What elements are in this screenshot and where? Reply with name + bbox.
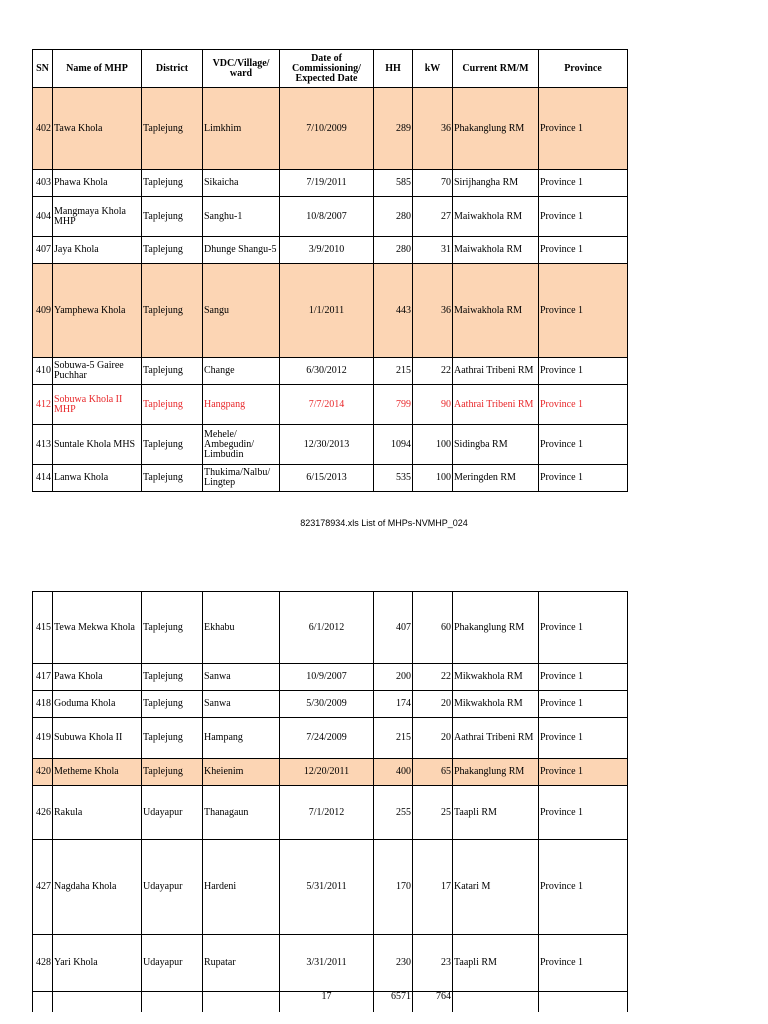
cell-name: Metheme Khola [53,759,142,786]
cell-rm: Aathrai Tribeni RM [453,358,539,385]
cell-vdc [203,992,280,1012]
cell-district: Taplejung [142,718,203,759]
cell-district: Taplejung [142,264,203,358]
cell-date: 3/9/2010 [280,237,374,264]
cell-kw: 25 [413,786,453,840]
cell-vdc: Sangu [203,264,280,358]
table-row [33,88,628,170]
cell-district: Udayapur [142,786,203,840]
cell-rm: Phakanglung RM [453,759,539,786]
cell-sn: 418 [33,691,53,718]
header-row [33,50,628,88]
total-kw: 764 [413,992,453,1012]
cell-name: Suntale Khola MHS [53,425,142,465]
cell-name: Tewa Mekwa Khola [53,592,142,664]
cell-date: 6/30/2012 [280,358,374,385]
cell-sn: 409 [33,264,53,358]
cell-name [53,992,142,1012]
cell-province: Province 1 [539,264,628,358]
table-row [33,935,628,992]
cell-date: 12/30/2013 [280,425,374,465]
cell-kw: 60 [413,592,453,664]
cell-province: Province 1 [539,592,628,664]
table-row [33,385,628,425]
cell-vdc: Sanwa [203,664,280,691]
cell-name: Yari Khola [53,935,142,992]
cell-district: Taplejung [142,465,203,492]
mhp-table-top [32,49,628,492]
cell-province [539,992,628,1012]
cell-hh: 443 [374,264,413,358]
cell-rm: Phakanglung RM [453,592,539,664]
cell-kw: 20 [413,718,453,759]
cell-sn: 415 [33,592,53,664]
header-rm: Current RM/M [453,50,539,88]
cell-kw: 36 [413,88,453,170]
cell-name: Yamphewa Khola [53,264,142,358]
cell-province: Province 1 [539,385,628,425]
cell-vdc: Thukima/Nalbu/ Lingtep [203,465,280,492]
cell-sn: 403 [33,170,53,197]
cell-kw: 65 [413,759,453,786]
cell-vdc: Rupatar [203,935,280,992]
cell-date: 7/7/2014 [280,385,374,425]
cell-vdc: Limkhim [203,88,280,170]
cell-date: 3/31/2011 [280,935,374,992]
cell-kw: 23 [413,935,453,992]
cell-vdc: Hardeni [203,840,280,935]
cell-date: 10/8/2007 [280,197,374,237]
header-kw: kW [413,50,453,88]
cell-province: Province 1 [539,718,628,759]
cell-kw: 100 [413,465,453,492]
cell-name: Phawa Khola [53,170,142,197]
cell-sn: 407 [33,237,53,264]
cell-sn: 413 [33,425,53,465]
cell-vdc: Ekhabu [203,592,280,664]
table-row [33,170,628,197]
cell-province: Province 1 [539,786,628,840]
cell-date: 6/1/2012 [280,592,374,664]
cell-sn: 410 [33,358,53,385]
cell-kw: 22 [413,358,453,385]
cell-kw: 100 [413,425,453,465]
cell-province: Province 1 [539,935,628,992]
cell-vdc: Sanwa [203,691,280,718]
cell-hh: 535 [374,465,413,492]
cell-hh: 170 [374,840,413,935]
cell-date: 5/31/2011 [280,840,374,935]
table-row [33,786,628,840]
cell-district: Taplejung [142,358,203,385]
cell-district: Taplejung [142,691,203,718]
table-row [33,425,628,465]
mhp-table-bottom [32,591,628,1012]
cell-name: Subuwa Khola II [53,718,142,759]
cell-vdc: Mehele/ Ambegudin/ Limbudin [203,425,280,465]
table-row [33,592,628,664]
cell-kw: 22 [413,664,453,691]
cell-name: Tawa Khola [53,88,142,170]
cell-rm: Maiwakhola RM [453,237,539,264]
cell-province: Province 1 [539,425,628,465]
cell-district: Taplejung [142,170,203,197]
cell-date: 12/20/2011 [280,759,374,786]
cell-hh: 799 [374,385,413,425]
cell-kw: 17 [413,840,453,935]
cell-kw: 27 [413,197,453,237]
cell-name: Pawa Khola [53,664,142,691]
cell-province: Province 1 [539,840,628,935]
cell-hh: 280 [374,197,413,237]
cell-name: Goduma Khola [53,691,142,718]
table-row [33,358,628,385]
cell-rm: Meringden RM [453,465,539,492]
cell-kw: 70 [413,170,453,197]
cell-vdc: Dhunge Shangu-5 [203,237,280,264]
cell-hh: 230 [374,935,413,992]
cell-date: 7/10/2009 [280,88,374,170]
cell-rm: Mikwakhola RM [453,691,539,718]
totals-row [33,992,628,1012]
cell-rm: Aathrai Tribeni RM [453,718,539,759]
cell-rm: Taapli RM [453,786,539,840]
cell-kw: 36 [413,264,453,358]
cell-sn: 427 [33,840,53,935]
cell-sn: 428 [33,935,53,992]
cell-vdc: Sanghu-1 [203,197,280,237]
cell-kw: 31 [413,237,453,264]
header-sn: SN [33,50,53,88]
cell-province: Province 1 [539,197,628,237]
table-row [33,264,628,358]
cell-name: Rakula [53,786,142,840]
table-row [33,664,628,691]
cell-district: Udayapur [142,935,203,992]
cell-date: 7/19/2011 [280,170,374,197]
cell-district: Taplejung [142,385,203,425]
total-count: 17 [280,992,374,1012]
cell-province: Province 1 [539,237,628,264]
cell-name: Nagdaha Khola [53,840,142,935]
cell-hh: 200 [374,664,413,691]
cell-hh: 215 [374,718,413,759]
cell-vdc: Sikaicha [203,170,280,197]
cell-sn [33,992,53,1012]
cell-name: Sobuwa-5 Gairee Puchhar [53,358,142,385]
cell-name: Sobuwa Khola II MHP [53,385,142,425]
cell-date: 7/1/2012 [280,786,374,840]
cell-sn: 402 [33,88,53,170]
cell-rm: Maiwakhola RM [453,264,539,358]
cell-district: Taplejung [142,425,203,465]
cell-hh: 215 [374,358,413,385]
cell-province: Province 1 [539,88,628,170]
cell-sn: 417 [33,664,53,691]
cell-kw: 20 [413,691,453,718]
cell-vdc: Thanagaun [203,786,280,840]
cell-date: 10/9/2007 [280,664,374,691]
cell-date: 1/1/2011 [280,264,374,358]
cell-hh: 280 [374,237,413,264]
table-row [33,759,628,786]
cell-vdc: Hangpang [203,385,280,425]
page-footer-caption: 823178934.xls List of MHPs-NVMHP_024 [300,518,468,528]
cell-kw: 90 [413,385,453,425]
header-date: Date of Commissioning/ Expected Date [280,50,374,88]
cell-name: Lanwa Khola [53,465,142,492]
cell-name: Mangmaya Khola MHP [53,197,142,237]
cell-hh: 1094 [374,425,413,465]
cell-district [142,992,203,1012]
cell-rm: Taapli RM [453,935,539,992]
cell-district: Taplejung [142,197,203,237]
cell-hh: 400 [374,759,413,786]
header-province: Province [539,50,628,88]
cell-rm: Sirijhangha RM [453,170,539,197]
cell-province: Province 1 [539,465,628,492]
table-row [33,237,628,264]
table-row [33,718,628,759]
cell-rm [453,992,539,1012]
cell-name: Jaya Khola [53,237,142,264]
cell-sn: 419 [33,718,53,759]
cell-sn: 414 [33,465,53,492]
table-row [33,465,628,492]
cell-district: Taplejung [142,237,203,264]
cell-hh: 585 [374,170,413,197]
cell-hh: 407 [374,592,413,664]
cell-province: Province 1 [539,759,628,786]
cell-district: Taplejung [142,88,203,170]
cell-province: Province 1 [539,170,628,197]
cell-rm: Maiwakhola RM [453,197,539,237]
header-district: District [142,50,203,88]
cell-district: Taplejung [142,759,203,786]
table-row [33,197,628,237]
cell-vdc: Hampang [203,718,280,759]
cell-rm: Phakanglung RM [453,88,539,170]
cell-date: 6/15/2013 [280,465,374,492]
header-hh: HH [374,50,413,88]
cell-province: Province 1 [539,664,628,691]
cell-rm: Aathrai Tribeni RM [453,385,539,425]
cell-sn: 412 [33,385,53,425]
cell-province: Province 1 [539,691,628,718]
table-row [33,840,628,935]
cell-date: 7/24/2009 [280,718,374,759]
cell-date: 5/30/2009 [280,691,374,718]
cell-district: Udayapur [142,840,203,935]
cell-sn: 404 [33,197,53,237]
cell-district: Taplejung [142,664,203,691]
total-hh: 6571 [374,992,413,1012]
table-row [33,691,628,718]
cell-vdc: Kheienim [203,759,280,786]
cell-hh: 289 [374,88,413,170]
cell-rm: Mikwakhola RM [453,664,539,691]
header-vdc: VDC/Village/ ward [203,50,280,88]
cell-sn: 426 [33,786,53,840]
cell-sn: 420 [33,759,53,786]
cell-vdc: Change [203,358,280,385]
header-name: Name of MHP [53,50,142,88]
cell-rm: Katari M [453,840,539,935]
cell-rm: Sidingba RM [453,425,539,465]
cell-hh: 174 [374,691,413,718]
cell-hh: 255 [374,786,413,840]
cell-district: Taplejung [142,592,203,664]
cell-province: Province 1 [539,358,628,385]
